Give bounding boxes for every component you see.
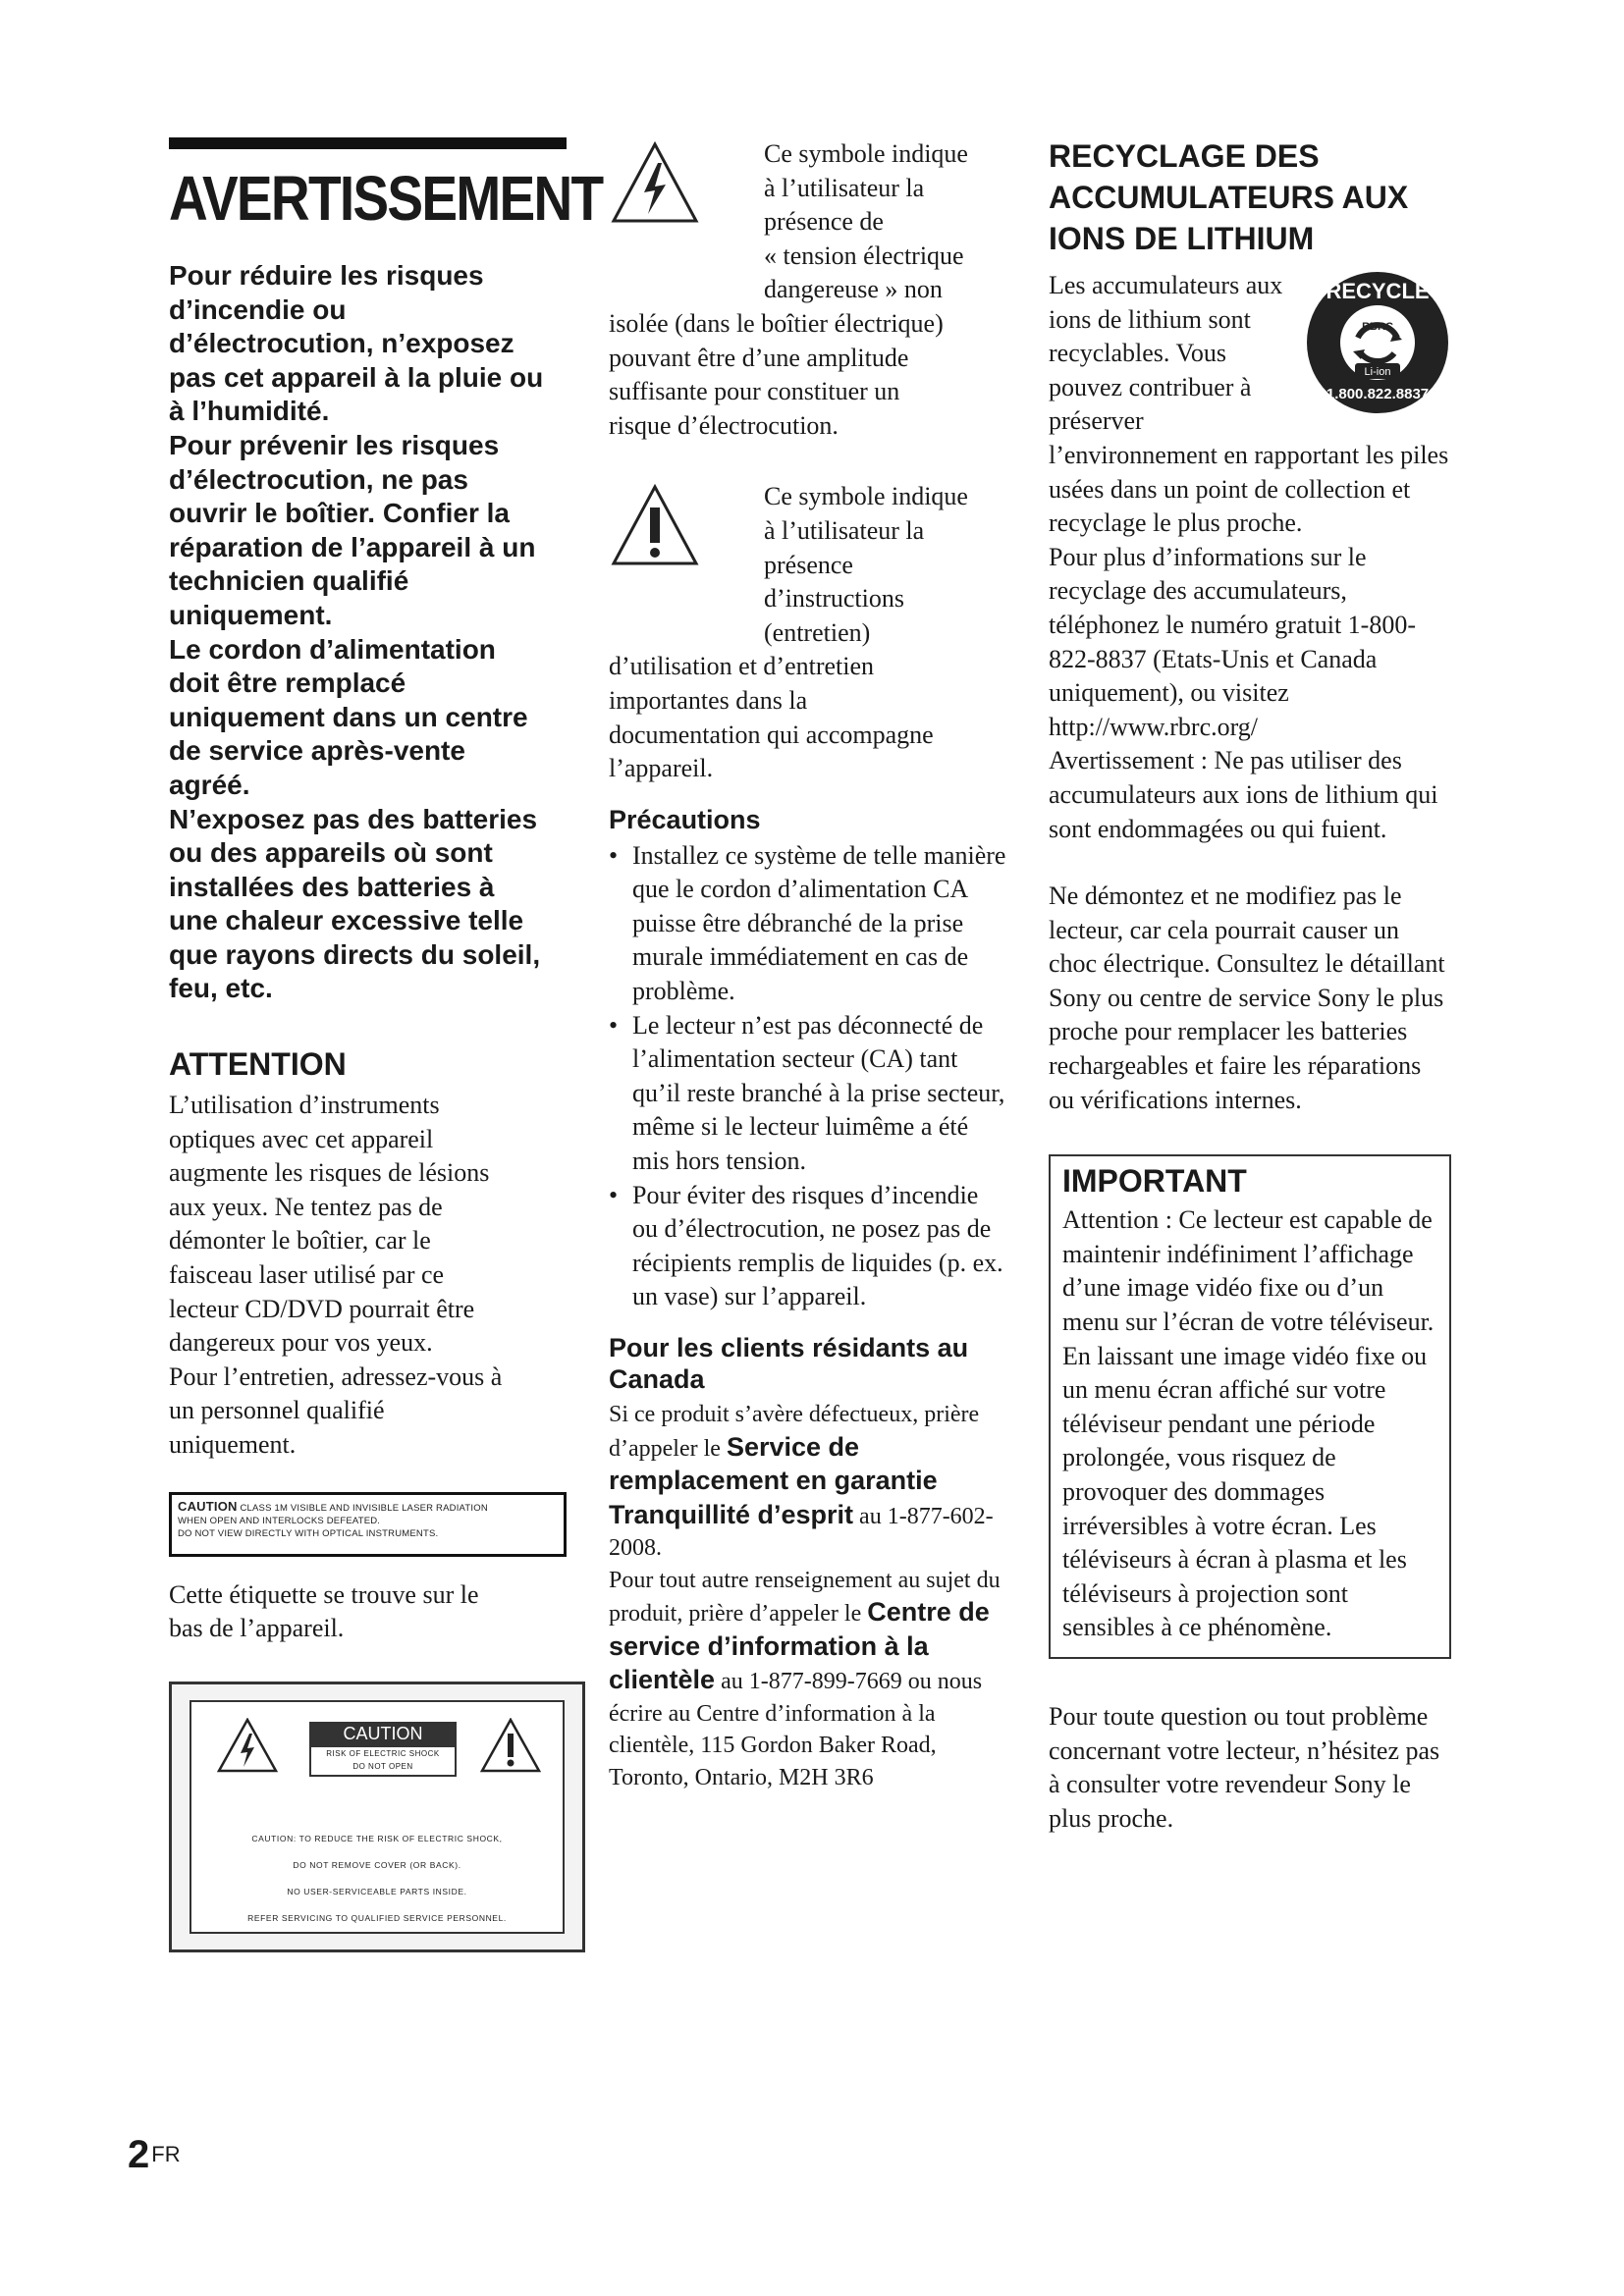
attention-line: L’utilisation d’instruments xyxy=(169,1091,440,1120)
exclamation-symbol-block xyxy=(609,480,1006,785)
column-recycling xyxy=(1049,137,1451,1836)
symbol2-line: d’instructions xyxy=(764,584,904,614)
warning-line: de service après-vente xyxy=(169,735,465,767)
caution-sub-line: RISK OF ELECTRIC SHOCK xyxy=(326,1748,440,1758)
important-box xyxy=(1049,1154,1451,1659)
recycling-heading-line: IONS DE LITHIUM xyxy=(1049,221,1315,256)
recycling-heading-line: ACCUMULATEURS AUX xyxy=(1049,180,1409,215)
caution-panel-inner xyxy=(189,1700,565,1934)
warning-line: doit être remplacé xyxy=(169,667,406,699)
list-item: • Pour éviter des risques d’incendie ou d’électrocution, ne posez pas de récipients remplis de liquides (p. ex. un vase) sur l’appareil. xyxy=(609,1179,1006,1314)
exclamation-symbol-icon xyxy=(611,484,699,566)
rbrc-top-text: RECYCLE xyxy=(1326,279,1430,303)
warning-line: d’électrocution, n’exposez xyxy=(169,328,514,359)
attention-line: un personnel qualifié xyxy=(169,1396,385,1425)
caution-panel-line: REFER SERVICING TO QUALIFIED SERVICE PERSONNEL. xyxy=(247,1912,507,1923)
recycle-seal-icon xyxy=(1304,269,1451,416)
dismantle-paragraph: Ne démontez et ne modifiez pas le lecteur, car cela pourrait causer un choc électrique. Consultez le détaillant Sony ou centre de service Sony le plus proche pour remplacer les batteries rechargeables et faire les réparations ou vérifications internes. xyxy=(1049,881,1445,1114)
laser-label-line: WHEN OPEN AND INTERLOCKS DEFEATED. xyxy=(178,1515,381,1526)
warning-line: ouvrir le boîtier. Confier la xyxy=(169,498,510,529)
column-symbols xyxy=(609,137,1006,1793)
warning-line: Le cordon d’alimentation xyxy=(169,633,496,665)
symbol2-line: présence xyxy=(764,550,853,579)
caution-panel-line: DO NOT REMOVE COVER (OR BACK). xyxy=(293,1859,461,1870)
caution-panel xyxy=(169,1682,585,1952)
label-note-line: bas de l’appareil. xyxy=(169,1614,345,1643)
symbol1-line: dangereuse » non xyxy=(764,275,943,304)
caution-panel-line: CAUTION: TO REDUCE THE RISK OF ELECTRIC SHOCK, xyxy=(251,1833,503,1843)
warning-line: uniquement dans un centre xyxy=(169,701,528,732)
attention-line: uniquement. xyxy=(169,1430,297,1459)
warning-line: feu, etc. xyxy=(169,973,273,1004)
lightning-symbol-icon xyxy=(611,141,699,224)
symbol2-line: à l’utilisateur la xyxy=(764,515,925,545)
warning-line: réparation de l’appareil à un xyxy=(169,531,536,562)
symbol2-line: (entretien) xyxy=(764,617,871,647)
canada-paragraph-1 xyxy=(609,1399,1006,1565)
canada-text: au 1-877-899-7669 ou nous écrire au Centre d’information à la clientèle, 115 Gordon Baker Road, Toronto, Ontario, M2H 3R6 xyxy=(609,1669,983,1790)
important-text: Attention : Ce lecteur est capable de maintenir indéfiniment l’affichage d’une image vidéo fixe ou d’un menu sur l’écran de votre téléviseur. En laissant une image vidéo fixe ou un menu écran affiché sur votre téléviseur pendant une période prolongée, vous risquez de provoquer des dommages irréversibles à votre écran. Les téléviseurs à écran à plasma et les téléviseurs à projection sont sensibles à ce phénomène. xyxy=(1062,1205,1435,1642)
laser-label-line: CLASS 1M VISIBLE AND INVISIBLE LASER RADIATION xyxy=(240,1502,488,1514)
caution-panel-text xyxy=(201,1826,553,1932)
page-number-value: 2 xyxy=(128,2133,150,2176)
attention-line: Pour l’entretien, adressez-vous à xyxy=(169,1362,503,1391)
caution-sub-line: DO NOT OPEN xyxy=(352,1761,413,1771)
symbol1-line: Ce symbole indique xyxy=(764,139,968,168)
caution-panel-sub xyxy=(309,1745,457,1777)
label-note-line: Cette étiquette se trouve sur le xyxy=(169,1579,479,1609)
attention-line: augmente les risques de lésions xyxy=(169,1158,490,1188)
title-rule xyxy=(169,137,567,149)
warranty-service-name: Service de remplacement en garantie Tranquillité d’esprit xyxy=(609,1431,938,1529)
page-language: FR xyxy=(151,2142,181,2166)
warning-line: pas cet appareil à la pluie ou xyxy=(169,361,544,393)
rbrc-recycle-logo xyxy=(1304,269,1451,416)
warning-line: que rayons directs du soleil, xyxy=(169,938,541,970)
recycling-paragraph: Les accumulateurs aux ions de lithium sont recyclables. Vous pouvez contribuer à préserver l’environnement en rapportant les piles usées dans un point de collection et recyclage le plus proche. xyxy=(1049,271,1449,538)
lightning-symbol-block xyxy=(609,137,1006,443)
canada-text: Pour tout autre renseignement au sujet du produit, prière d’appeler le xyxy=(609,1567,1001,1627)
final-paragraph: Pour toute question ou tout problème concernant votre lecteur, n’hésitez pas à consulter votre revendeur Sony le plus proche. xyxy=(1049,1701,1440,1833)
recycling-warning-paragraph: Avertissement : Ne pas utiliser des accumulateurs aux ions de lithium qui sont endommagées ou qui fuient. xyxy=(1049,746,1438,843)
attention-heading: ATTENTION xyxy=(169,1046,347,1083)
list-item: • Le lecteur n’est pas déconnecté de l’alimentation secteur (CA) tant qu’il reste branché à la prise secteur, même si le lecteur luimême a été mis hors tension. xyxy=(609,1009,1006,1179)
warning-line: uniquement. xyxy=(169,599,333,630)
rbrc-center-text: RBRC xyxy=(1362,321,1393,333)
rbrc-tag-text: Li-ion xyxy=(1364,366,1391,378)
warning-line: installées des batteries à xyxy=(169,871,495,902)
attention-line: lecteur CD/DVD pourrait être xyxy=(169,1294,475,1323)
recycling-heading-line: RECYCLAGE DES xyxy=(1049,138,1320,174)
warning-line: Pour réduire les risques xyxy=(169,260,484,291)
warning-line: à l’humidité. xyxy=(169,396,330,427)
page-title: AVERTISSEMENT xyxy=(169,163,603,234)
lightning-warning-icon xyxy=(217,1718,278,1773)
caution-panel-title: CAUTION xyxy=(309,1722,457,1745)
symbol1-line: « tension électrique xyxy=(764,240,964,270)
info-center-name: Centre de service d’information à la clientèle xyxy=(609,1597,990,1694)
warning-line: agréé. xyxy=(169,769,250,800)
laser-warning-label xyxy=(169,1492,567,1557)
canada-heading: Pour les clients résidants au Canada xyxy=(609,1333,969,1394)
recycling-info-paragraph: Pour plus d’informations sur le recyclage des accumulateurs, téléphonez le numéro gratuit 1-800-822-8837 (Etats-Unis et Canada uniquement), ou visitez http://www.rbrc.org/ xyxy=(1049,542,1416,741)
warning-line: Pour prévenir les risques xyxy=(169,429,500,460)
symbol1-line: pouvant être d’une amplitude xyxy=(609,343,909,372)
symbol2-line: importantes dans la xyxy=(609,685,808,715)
symbol2-line: documentation qui accompagne xyxy=(609,720,934,749)
laser-caution-word: CAUTION xyxy=(178,1498,238,1514)
warning-line: une chaleur excessive telle xyxy=(169,905,524,936)
laser-label-line: DO NOT VIEW DIRECTLY WITH OPTICAL INSTRUMENTS. xyxy=(178,1527,439,1539)
important-heading: IMPORTANT xyxy=(1062,1163,1247,1200)
symbol1-line: risque d’électrocution. xyxy=(609,410,839,440)
warning-line: d’incendie ou xyxy=(169,294,347,325)
symbol1-line: présence de xyxy=(764,207,884,237)
warning-line: ou des appareils où sont xyxy=(169,837,493,869)
warning-text xyxy=(169,259,567,1006)
symbol1-line: suffisante pour constituer un xyxy=(609,377,900,406)
exclamation-warning-icon xyxy=(480,1718,541,1773)
precautions-list xyxy=(609,839,1006,1314)
rbrc-phone-text: 1.800.822.8837 xyxy=(1326,386,1430,402)
attention-line: aux yeux. Ne tentez pas de xyxy=(169,1192,443,1221)
warning-line: technicien qualifié xyxy=(169,565,409,597)
precautions-heading: Précautions xyxy=(609,804,761,834)
attention-text xyxy=(169,1089,567,1463)
canada-paragraph-2 xyxy=(609,1565,1006,1794)
symbol2-line: l’appareil. xyxy=(609,754,714,783)
warning-line: N’exposez pas des batteries xyxy=(169,803,538,834)
symbol1-line: isolée (dans le boîtier électrique) xyxy=(609,308,944,338)
caution-panel-line: NO USER-SERVICEABLE PARTS INSIDE. xyxy=(287,1886,467,1896)
symbol1-line: à l’utilisateur la xyxy=(764,173,925,202)
column-warning xyxy=(169,137,603,1952)
symbol2-line: Ce symbole indique xyxy=(764,482,968,511)
attention-line: dangereux pour vos yeux. xyxy=(169,1328,433,1358)
attention-line: démonter le boîtier, car le xyxy=(169,1226,431,1255)
canada-text: Si ce produit s’avère défectueux, prière d’appeler le xyxy=(609,1402,980,1462)
attention-line: faisceau laser utilisé par ce xyxy=(169,1260,445,1290)
attention-line: optiques avec cet appareil xyxy=(169,1124,434,1153)
list-item: • Installez ce système de telle manière que le cordon d’alimentation CA puisse être débranché de la prise murale immédiatement en cas de problème. xyxy=(609,839,1006,1009)
symbol2-line: d’utilisation et d’entretien xyxy=(609,652,875,681)
warning-line: d’électrocution, ne pas xyxy=(169,463,468,495)
canada-text: au 1-877-602-2008. xyxy=(609,1503,994,1561)
page-number xyxy=(128,2132,181,2177)
recycling-heading xyxy=(1049,135,1451,259)
